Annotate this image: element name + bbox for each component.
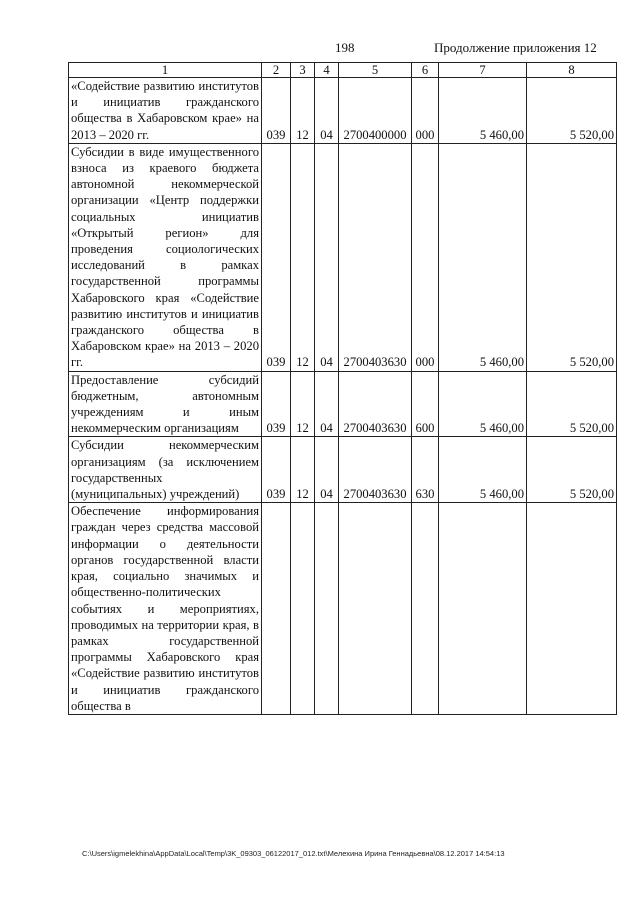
column-header-8: 8 xyxy=(527,63,617,78)
column-header-6: 6 xyxy=(412,63,439,78)
cell-section xyxy=(291,503,315,715)
table-header-row xyxy=(69,63,617,78)
table-row xyxy=(69,437,617,503)
cell-expense-type: 630 xyxy=(412,437,439,503)
table-row xyxy=(69,78,617,144)
cell-amount-2019: 5 460,00 xyxy=(439,371,527,437)
column-header-1: 1 xyxy=(69,63,262,78)
cell-target-article: 2700403630 xyxy=(339,143,412,371)
table-row xyxy=(69,371,617,437)
column-header-4: 4 xyxy=(315,63,339,78)
cell-target-article xyxy=(339,503,412,715)
cell-subsection: 04 xyxy=(315,78,339,144)
cell-amount-2019: 5 460,00 xyxy=(439,437,527,503)
cell-subsection: 04 xyxy=(315,143,339,371)
cell-ministry: 039 xyxy=(262,371,291,437)
column-header-7: 7 xyxy=(439,63,527,78)
cell-target-article: 2700403630 xyxy=(339,371,412,437)
cell-amount-2019: 5 460,00 xyxy=(439,143,527,371)
cell-amount-2020: 5 520,00 xyxy=(527,78,617,144)
column-header-5: 5 xyxy=(339,63,412,78)
cell-subsection: 04 xyxy=(315,437,339,503)
cell-section: 12 xyxy=(291,371,315,437)
cell-section: 12 xyxy=(291,143,315,371)
continuation-label: Продолжение приложения 12 xyxy=(434,40,597,55)
cell-subsection xyxy=(315,503,339,715)
row-name: Субсидии некоммерческим организациям (за исключением государственных (муниципальных) учреждений) xyxy=(69,437,262,503)
cell-ministry xyxy=(262,503,291,715)
budget-table xyxy=(68,62,617,715)
cell-expense-type: 600 xyxy=(412,371,439,437)
cell-amount-2020 xyxy=(527,503,617,715)
row-name: Обеспечение информирования граждан через средства массовой информации о деятельности органов государственной власти края, социально значимых и общественно-политических событиях и мероприятиях, проводимых на территории края, в рамках государственной программы Хабаровского края «Содействие развитию институтов и инициатив гражданского общества в xyxy=(69,503,262,715)
column-header-2: 2 xyxy=(262,63,291,78)
cell-section: 12 xyxy=(291,437,315,503)
cell-target-article: 2700403630 xyxy=(339,437,412,503)
cell-ministry: 039 xyxy=(262,143,291,371)
table-row xyxy=(69,143,617,371)
cell-expense-type: 000 xyxy=(412,78,439,144)
table-row xyxy=(69,503,617,715)
cell-amount-2019: 5 460,00 xyxy=(439,78,527,144)
column-header-3: 3 xyxy=(291,63,315,78)
row-name: Предоставление субсидий бюджетным, автономным учреждениям и иным некоммерческим организациям xyxy=(69,371,262,437)
cell-section: 12 xyxy=(291,78,315,144)
cell-amount-2020: 5 520,00 xyxy=(527,143,617,371)
cell-expense-type xyxy=(412,503,439,715)
page-number: 198 xyxy=(335,40,355,55)
row-name: Субсидии в виде имущественного взноса из краевого бюджета автономной некоммерческой организации «Центр поддержки социальных инициатив «Открытый регион» для проведения социологических исследований в рамках государственной программы Хабаровского края «Содействие развитию институтов и инициатив гражданского общества в Хабаровском крае» на 2013 – 2020 гг. xyxy=(69,143,262,371)
cell-ministry: 039 xyxy=(262,437,291,503)
cell-amount-2020: 5 520,00 xyxy=(527,371,617,437)
cell-amount-2020: 5 520,00 xyxy=(527,437,617,503)
cell-amount-2019 xyxy=(439,503,527,715)
cell-target-article: 2700400000 xyxy=(339,78,412,144)
cell-ministry: 039 xyxy=(262,78,291,144)
row-name: «Содействие развитию институтов и инициатив гражданского общества в Хабаровском крае» на 2013 – 2020 гг. xyxy=(69,78,262,144)
cell-subsection: 04 xyxy=(315,371,339,437)
file-path-footer: C:\Users\igmelekhina\AppData\Local\Temp\3K_09303_06122017_012.txt\Мелехина Ирина Геннадьевна\08.12.2017 14:54:13 xyxy=(82,849,505,858)
cell-expense-type: 000 xyxy=(412,143,439,371)
